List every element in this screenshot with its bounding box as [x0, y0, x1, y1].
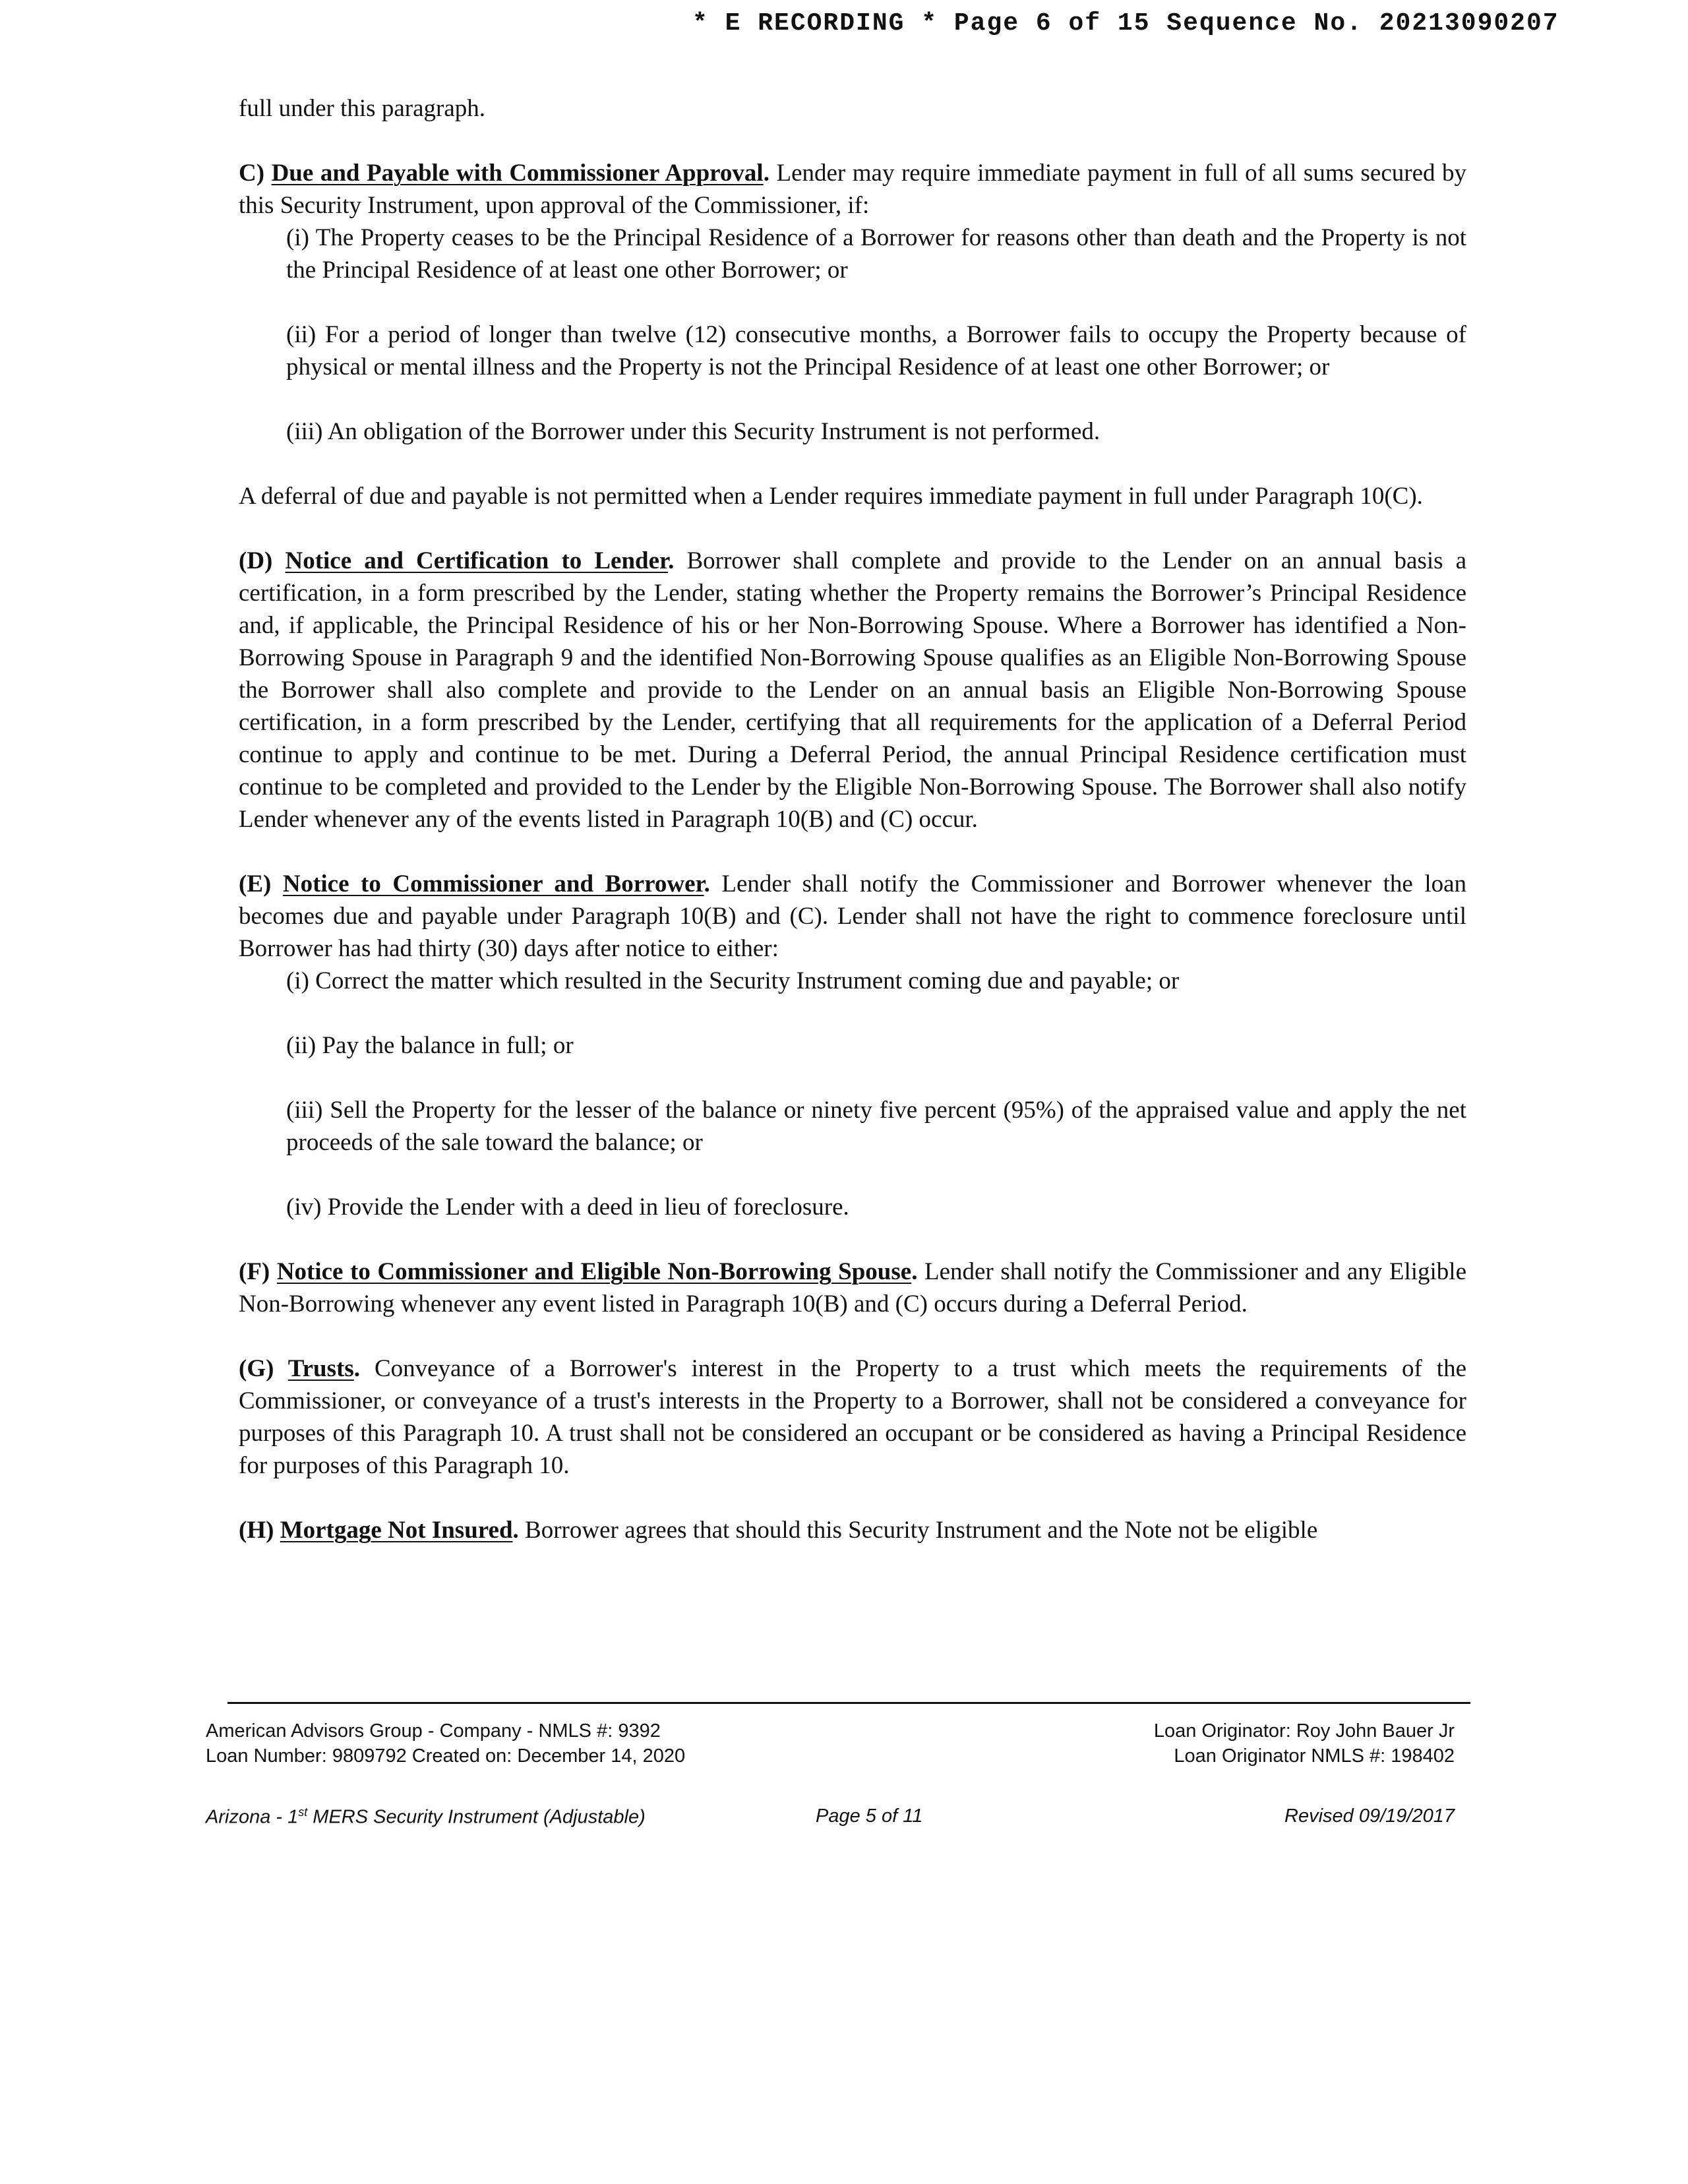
paragraph-g-title: Trusts — [287, 1355, 354, 1382]
paragraph-g-label: (G) — [239, 1355, 274, 1382]
recording-header: * E RECORDING * Page 6 of 15 Sequence No. 20213090207 — [692, 9, 1559, 38]
paragraph-e-title: Notice to Commissioner and Borrower — [282, 870, 704, 897]
paragraph-c-label: C) — [239, 160, 265, 187]
paragraph-c-item-i: (i) The Property ceases to be the Principal Residence of a Borrower for reasons other than death and the Property is not the Principal Residence of at least one other Borrower; or — [286, 224, 1466, 284]
paragraph-e-item-ii: (ii) Pay the balance in full; or — [286, 1032, 574, 1059]
footer-form-title — [206, 1805, 646, 1829]
footer-right — [1154, 1718, 1455, 1769]
paragraph-c-item-ii: (ii) For a period of longer than twelve (12) consecutive months, a Borrower fails to occupy the Property because of physical or mental illness and the Property is not the Principal Residence of at least one other Borrower; or — [286, 321, 1466, 380]
document-body — [239, 92, 1466, 1546]
footer-left — [206, 1718, 685, 1769]
paragraph-f: (F) Notice to Commissioner and Eligible Non-Borrowing Spouse. Lender shall notify the Commissioner and any Eligible Non-Borrowing whenever any event listed in Paragraph 10(B) and (C) occurs during a Deferral Period. — [239, 1258, 1466, 1318]
paragraph-h-label: (H) — [239, 1517, 274, 1544]
form-title-prefix: Arizona - 1 — [206, 1806, 299, 1828]
paragraph-c-text: Lender may require immediate payment in full of all sums secured by this Security Instrument, upon approval of the Commissioner, if: — [239, 160, 1467, 219]
paragraph-f-label: (F) — [239, 1258, 270, 1285]
paragraph-f-text: Lender shall notify the Commissioner and any Eligible Non-Borrowing whenever any event listed in Paragraph 10(B) and (C) occurs during a Deferral Period. — [239, 1258, 1466, 1318]
form-title-superscript: st — [298, 1805, 308, 1819]
paragraph-e-label: (E) — [239, 870, 272, 897]
paragraph-c-item-iii: (iii) An obligation of the Borrower under this Security Instrument is not performed. — [286, 418, 1100, 445]
paragraph-h-title: Mortgage Not Insured — [280, 1517, 513, 1544]
paragraph-h: (H) Mortgage Not Insured. Borrower agrees that should this Security Instrument and the Note not be eligible — [239, 1517, 1318, 1544]
deferral-text: A deferral of due and payable is not permitted when a Lender requires immediate payment in full under Paragraph 10(C). — [239, 483, 1423, 510]
paragraph-g: (G) Trusts. Conveyance of a Borrower's interest in the Property to a trust which meets the requirements of the Commissioner, or conveyance of a trust's interests in the Property to a Borrower, shall not be considered a conveyance for purposes of this Paragraph 10. A trust shall not be considered an occupant or be considered as having a Principal Residence for purposes of this Paragraph 10. — [239, 1355, 1466, 1479]
paragraph-e-item-iv: (iv) Provide the Lender with a deed in lieu of foreclosure. — [286, 1194, 849, 1221]
footer-company: American Advisors Group - Company - NMLS #: 9392 — [206, 1720, 661, 1742]
paragraph-g-text: Conveyance of a Borrower's interest in the Property to a trust which meets the requirements of the Commissioner, or conveyance of a trust's interests in the Property to a Borrower, shall not be considered a conveyance for purposes of this Paragraph 10. A trust shall not be considered an occupant or be considered as having a Principal Residence for purposes of this Paragraph 10. — [239, 1355, 1466, 1479]
paragraph-d-title: Notice and Certification to Lender — [285, 547, 669, 574]
form-title-suffix: MERS Security Instrument (Adjustable) — [307, 1806, 646, 1828]
paragraph-d-label: (D) — [239, 547, 273, 574]
footer-revised-date: Revised 09/19/2017 — [1284, 1805, 1455, 1827]
paragraph-d-text: Borrower shall complete and provide to the Lender on an annual basis a certification, in a form prescribed by the Lender, stating whether the Property remains the Borrower’s Principal Residence and, if applicable, the Principal Residence of his or her Non-Borrowing Spouse. Where a Borrower has identified a Non-Borrowing Spouse in Paragraph 9 and the identified Non-Borrowing Spouse qualifies as an Eligible Non-Borrowing Spouse the Borrower shall also complete and provide to the Lender on an annual basis an Eligible Non-Borrowing Spouse certification, in a form prescribed by the Lender, certifying that all requirements for the application of a Deferral Period continue to apply and continue to be met. During a Deferral Period, the annual Principal Residence certification must continue to be completed and provided to the Lender by the Eligible Non-Borrowing Spouse. The Borrower shall also notify Lender whenever any of the events listed in Paragraph 10(B) and (C) occur. — [239, 547, 1467, 833]
footer-page-number: Page 5 of 11 — [816, 1805, 923, 1827]
footer-originator-nmls: Loan Originator NMLS #: 198402 — [1174, 1745, 1455, 1767]
paragraph-e: (E) Notice to Commissioner and Borrower. Lender shall notify the Commissioner and Borrower whenever the loan becomes due and payable under Paragraph 10(B) and (C). Lender shall not have the right to commence foreclosure until Borrower has had thirty (30) days after notice to either: — [239, 870, 1467, 962]
paragraph-h-text: Borrower agrees that should this Security Instrument and the Note not be eligible — [525, 1517, 1318, 1544]
paragraph-f-title: Notice to Commissioner and Eligible Non-Borrowing Spouse — [276, 1258, 912, 1285]
footer-loan-number: Loan Number: 9809792 Created on: December 14, 2020 — [206, 1745, 686, 1767]
intro-text: full under this paragraph. — [239, 95, 485, 122]
paragraph-e-text: Lender shall notify the Commissioner and Borrower whenever the loan becomes due and payable under Paragraph 10(B) and (C). Lender shall not have the right to commence foreclosure until Borrower has had thirty (30) days after notice to either: — [239, 870, 1467, 962]
paragraph-e-item-iii: (iii) Sell the Property for the lesser of the balance or ninety five percent (95%) of the appraised value and apply the net proceeds of the sale toward the balance; or — [286, 1097, 1466, 1156]
paragraph-c-title: Due and Payable with Commissioner Approval — [271, 160, 764, 187]
paragraph-c: C) Due and Payable with Commissioner Approval. Lender may require immediate payment in full of all sums secured by this Security Instrument, upon approval of the Commissioner, if: — [239, 160, 1467, 219]
footer-originator: Loan Originator: Roy John Bauer Jr — [1153, 1720, 1455, 1742]
paragraph-e-item-i: (i) Correct the matter which resulted in the Security Instrument coming due and payable; or — [286, 967, 1180, 994]
footer-divider — [227, 1702, 1470, 1704]
paragraph-d: (D) Notice and Certification to Lender. Borrower shall complete and provide to the Lender on an annual basis a certification, in a form prescribed by the Lender, stating whether the Property remains the Borrower’s Principal Residence and, if applicable, the Principal Residence of his or her Non-Borrowing Spouse. Where a Borrower has identified a Non-Borrowing Spouse in Paragraph 9 and the identified Non-Borrowing Spouse qualifies as an Eligible Non-Borrowing Spouse the Borrower shall also complete and provide to the Lender on an annual basis an Eligible Non-Borrowing Spouse certification, in a form prescribed by the Lender, certifying that all requirements for the application of a Deferral Period continue to apply and continue to be met. During a Deferral Period, the annual Principal Residence certification must continue to be completed and provided to the Lender by the Eligible Non-Borrowing Spouse. The Borrower shall also notify Lender whenever any of the events listed in Paragraph 10(B) and (C) occur. — [239, 547, 1467, 833]
